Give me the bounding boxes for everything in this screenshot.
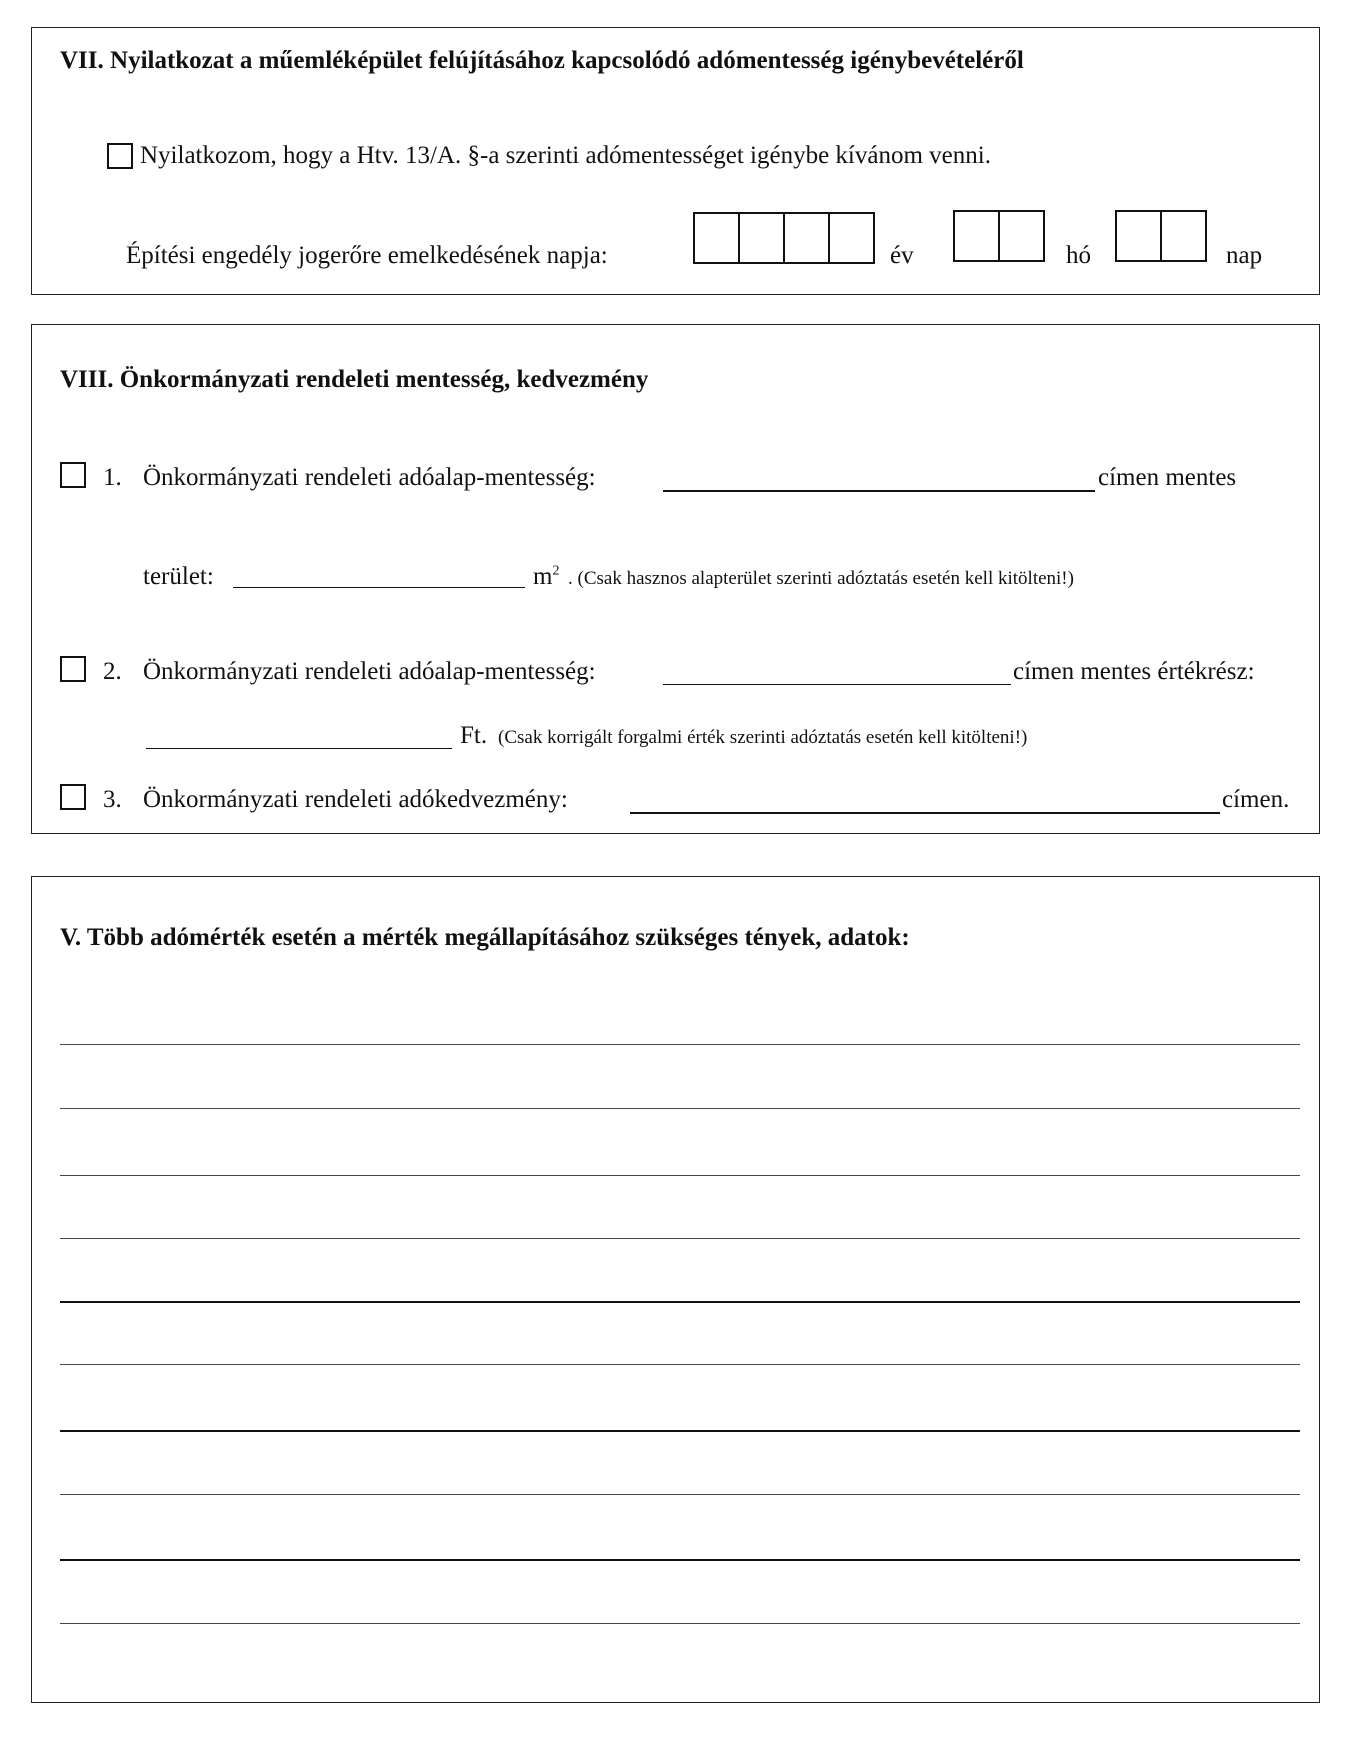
item1-area-label: terület:	[143, 563, 214, 590]
writing-line[interactable]	[60, 1238, 1300, 1239]
year-label: év	[890, 242, 914, 269]
permit-year-cells	[693, 212, 875, 264]
writing-line[interactable]	[60, 1430, 1300, 1432]
permit-day-digit-1[interactable]	[1115, 210, 1162, 262]
section-viii-title: VIII. Önkormányzati rendeleti mentesség, kedvezmény	[60, 366, 649, 393]
permit-month-cells	[953, 210, 1045, 262]
item3-checkbox[interactable]	[60, 784, 86, 810]
item2-checkbox[interactable]	[60, 656, 86, 682]
permit-year-digit-2[interactable]	[738, 212, 785, 264]
section-vii-title: VII. Nyilatkozat a műemléképület felújításához kapcsolódó adómentesség igénybevételéről	[60, 47, 1024, 74]
item1-area-field[interactable]	[233, 587, 525, 588]
item1-unit-sup: 2	[552, 563, 560, 579]
writing-line[interactable]	[60, 1559, 1300, 1561]
writing-line[interactable]	[60, 1623, 1300, 1624]
permit-year-digit-3[interactable]	[783, 212, 830, 264]
muemlek-declaration-checkbox[interactable]	[107, 143, 133, 169]
writing-line[interactable]	[60, 1044, 1300, 1045]
muemlek-declaration-text: Nyilatkozom, hogy a Htv. 13/A. §-a szerinti adómentességet igénybe kívánom venni.	[140, 142, 991, 169]
item2-label: Önkormányzati rendeleti adóalap-mentesség:	[143, 658, 596, 685]
item2-note: (Csak korrigált forgalmi érték szerinti adóztatás esetén kell kitölteni!)	[498, 727, 1028, 748]
writing-line[interactable]	[60, 1364, 1300, 1365]
month-label: hó	[1066, 242, 1091, 269]
item3-label: Önkormányzati rendeleti adókedvezmény:	[143, 786, 568, 813]
item2-unit: Ft.	[460, 722, 488, 749]
section-v-title: V. Több adómérték esetén a mérték megállapításához szükséges tények, adatok:	[60, 924, 910, 951]
permit-month-digit-1[interactable]	[953, 210, 1000, 262]
item1-suffix: címen mentes	[1098, 464, 1237, 491]
item3-number: 3.	[103, 786, 122, 813]
writing-line[interactable]	[60, 1494, 1300, 1495]
permit-year-digit-4[interactable]	[828, 212, 875, 264]
permit-day-digit-2[interactable]	[1160, 210, 1207, 262]
item2-suffix: címen mentes értékrész:	[1013, 658, 1255, 685]
item1-unit	[533, 563, 559, 591]
item3-suffix: címen.	[1222, 786, 1290, 813]
permit-month-digit-2[interactable]	[998, 210, 1045, 262]
permit-date-label: Építési engedély jogerőre emelkedésének napja:	[126, 242, 608, 269]
permit-day-cells	[1115, 210, 1207, 262]
item1-number: 1.	[103, 464, 122, 491]
item2-title-field[interactable]	[663, 684, 1011, 685]
item1-label: Önkormányzati rendeleti adóalap-mentesség:	[143, 464, 596, 491]
item3-title-field[interactable]	[630, 812, 1220, 814]
section-v-box	[31, 876, 1320, 1703]
item1-title-field[interactable]	[663, 490, 1095, 492]
item1-checkbox[interactable]	[60, 462, 86, 488]
writing-line[interactable]	[60, 1175, 1300, 1176]
day-label: nap	[1226, 242, 1263, 269]
item2-number: 2.	[103, 658, 122, 685]
permit-year-digit-1[interactable]	[693, 212, 740, 264]
writing-line[interactable]	[60, 1108, 1300, 1109]
item1-unit-m: m	[533, 563, 553, 590]
item1-note: . (Csak hasznos alapterület szerinti adóztatás esetén kell kitölteni!)	[568, 568, 1074, 589]
writing-line[interactable]	[60, 1301, 1300, 1303]
item2-value-field[interactable]	[146, 748, 452, 749]
